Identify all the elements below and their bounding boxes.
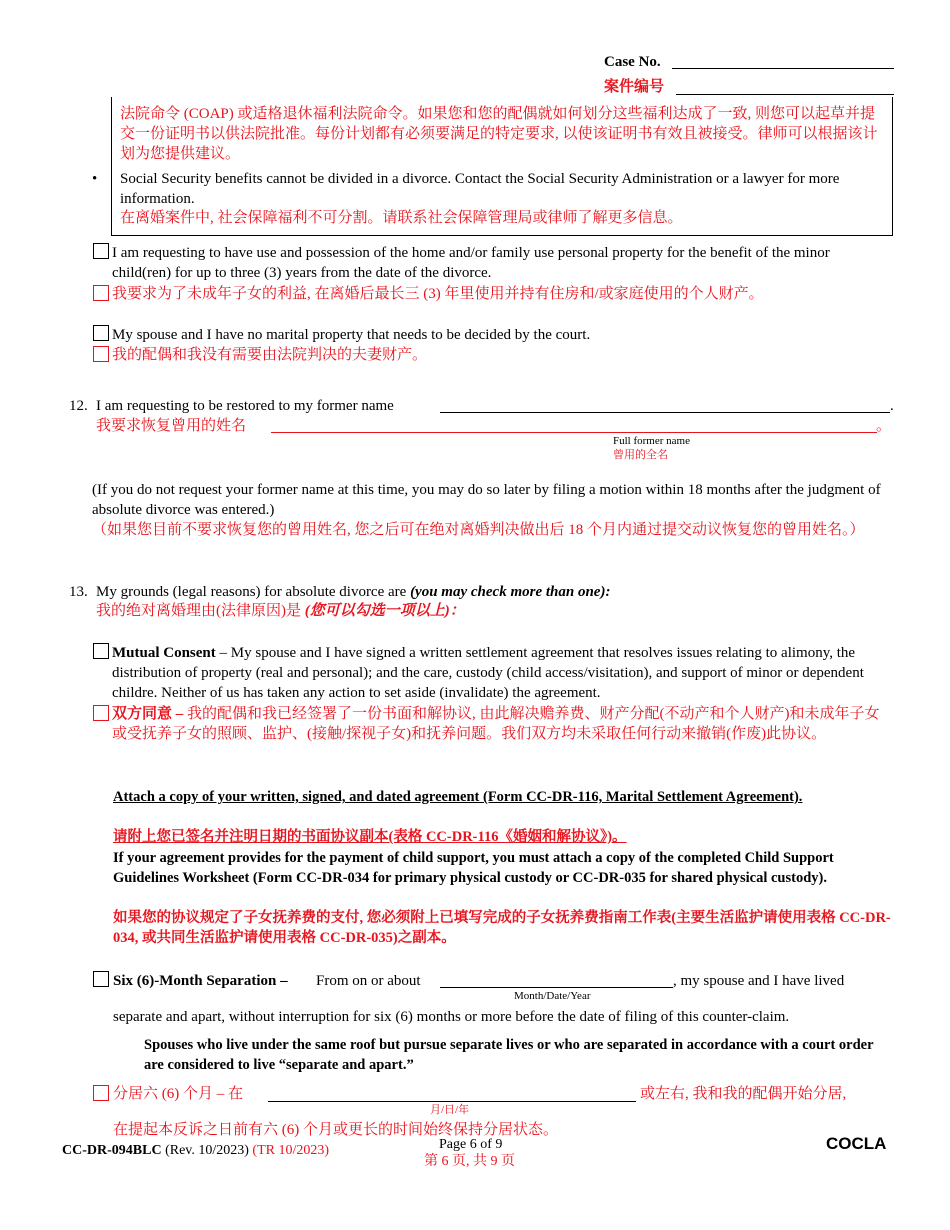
separation-date-caption-zh: 月/日/年	[430, 1104, 470, 1116]
separation-apart-text: separate and apart, without interruption for six (6) months or more before the date of filing of this counter-claim.	[113, 1009, 790, 1025]
home-possession-text-zh: 我要求为了未成年子女的利益, 在离婚后最长三 (3) 年里使用并持有住房和/或家庭使用的个人财产。	[112, 286, 764, 302]
separation-date-input-zh	[268, 1101, 636, 1102]
home-possession-checkbox[interactable]	[93, 243, 109, 259]
separation-from-text-zh: 分居六 (6) 个月 – 在	[113, 1086, 243, 1102]
former-name-input[interactable]	[440, 412, 890, 413]
no-property-checkbox-zh[interactable]	[93, 346, 109, 362]
separation-checkbox-zh[interactable]	[93, 1085, 109, 1101]
bullet: •	[92, 171, 98, 187]
mutual-consent-text-zh: 双方同意 – 我的配偶和我已经签署了一份书面和解协议, 由此解决赡养费、财产分配(不动产和个人财产)和未成年子女或受抚养子女的照顾、监护、(接触/探视子女)和抚养问题。我们双方均未采取任何行动来撤销(作废)此协议。	[112, 706, 880, 742]
social-security-text-zh: 在离婚案件中, 社会保障福利不可分割。请联系社会保障管理局或律师了解更多信息。	[120, 210, 683, 226]
case-no-label: Case No.	[604, 54, 661, 70]
home-possession-checkbox-zh[interactable]	[93, 285, 109, 301]
no-property-text: My spouse and I have no marital property that needs to be decided by the court.	[112, 327, 591, 343]
attach-agreement-text: Attach a copy of your written, signed, and dated agreement (Form CC-DR-116, Marital Settlement Agreement).	[113, 789, 803, 805]
social-security-text: Social Security benefits cannot be divided in a divorce. Contact the Social Security Administration or a lawyer for more information.	[120, 171, 840, 207]
former-name-note-zh: （如果您目前不要求恢复您的曾用姓名, 您之后可在绝对离婚判决做出后 18 个月内通过提交动议恢复您的曾用姓名。）	[92, 522, 865, 538]
mutual-consent-checkbox[interactable]	[93, 643, 109, 659]
former-name-period-zh: 。	[876, 418, 892, 434]
case-no-field-zh	[676, 94, 894, 95]
former-name-period: .	[890, 398, 894, 414]
footer-page-number: Page 6 of 9	[439, 1137, 503, 1152]
home-possession-text: I am requesting to have use and possession of the home and/or family use personal property for the benefit of the minor child(ren) for up to three (3) years from the date of the divorce.	[112, 245, 830, 281]
child-support-text-zh: 如果您的协议规定了子女抚养费的支付, 您必须附上已填写完成的子女抚养费指南工作表(主要生活监护请使用表格 CC-DR-034, 或共同生活监护请使用表格 CC-DR-035)之副本。	[113, 910, 891, 946]
no-property-checkbox[interactable]	[93, 325, 109, 341]
mutual-consent-text: Mutual Consent – My spouse and I have signed a written settlement agreement that resolves issues relating to alimony, the distribution of property (real and personal); and the care, custody (child access/visitation), and support of minor or dependent childre. Neither of us has taken any action to set aside (invalidate) the agreement.	[112, 645, 864, 701]
separation-date-caption: Month/Date/Year	[514, 990, 591, 1002]
item-12-number: 12.	[69, 398, 88, 414]
item-13-number: 13.	[69, 584, 88, 600]
former-name-note: (If you do not request your former name at this time, you may do so later by filing a motion within 18 months after the judgment of absolute divorce was entered.)	[92, 482, 881, 518]
grounds-heading: My grounds (legal reasons) for absolute divorce are (you may check more than one):	[96, 584, 611, 600]
former-name-caption: Full former name	[613, 435, 690, 447]
box-zh-continuation: 法院命令 (COAP) 或适格退休福利法院命令。如果您和您的配偶就如何划分这些福利达成了一致, 则您可以起草并提交一份证明书以供法院批准。每份计划都有必须要满足的特定要求, 以使该证明书有效且被接受。律师可以根据该计划为您提供建议。	[120, 106, 878, 162]
former-name-caption-zh: 曾用的全名	[613, 449, 668, 461]
separation-checkbox[interactable]	[93, 971, 109, 987]
footer-cocla: COCLA	[826, 1134, 887, 1153]
separation-apart-text-zh: 在提起本反诉之日前有六 (6) 个月或更长的时间始终保持分居状态。	[113, 1122, 558, 1138]
footer-form-number: CC-DR-094BLC (Rev. 10/2023) (TR 10/2023)	[62, 1143, 330, 1158]
separation-from-text: From on or about	[316, 973, 421, 989]
former-name-label-zh: 我要求恢复曾用的姓名	[96, 418, 247, 434]
no-property-text-zh: 我的配偶和我没有需要由法院判决的夫妻财产。	[112, 347, 428, 363]
attach-agreement-text-zh: 请附上您已签名并注明日期的书面协议副本(表格 CC-DR-116《婚姻和解协议》)。	[113, 829, 627, 845]
separation-lived-text: , my spouse and I have lived	[673, 973, 845, 989]
footer-page-number-zh: 第 6 页, 共 9 页	[424, 1154, 515, 1169]
child-support-text: If your agreement provides for the payment of child support, you must attach a copy of the completed Child Support Guidelines Worksheet (Form CC-DR-034 for primary physical custody or CC-DR-035 for shared physical custody).	[113, 850, 834, 886]
case-no-field[interactable]	[672, 68, 894, 69]
separate-apart-definition: Spouses who live under the same roof but pursue separate lives or who are separated in accordance with a court order are considered to live “separate and apart.”	[144, 1037, 874, 1073]
separation-lived-text-zh: 或左右, 我和我的配偶开始分居,	[640, 1086, 847, 1102]
mutual-consent-checkbox-zh[interactable]	[93, 705, 109, 721]
grounds-heading-zh: 我的绝对离婚理由(法律原因)是 (您可以勾选一项以上)：	[96, 603, 465, 619]
former-name-label: I am requesting to be restored to my former name	[96, 398, 394, 414]
former-name-input-zh	[271, 432, 877, 433]
separation-date-input[interactable]	[440, 987, 673, 988]
case-no-label-zh: 案件编号	[604, 79, 665, 95]
separation-title: Six (6)-Month Separation –	[113, 973, 288, 989]
